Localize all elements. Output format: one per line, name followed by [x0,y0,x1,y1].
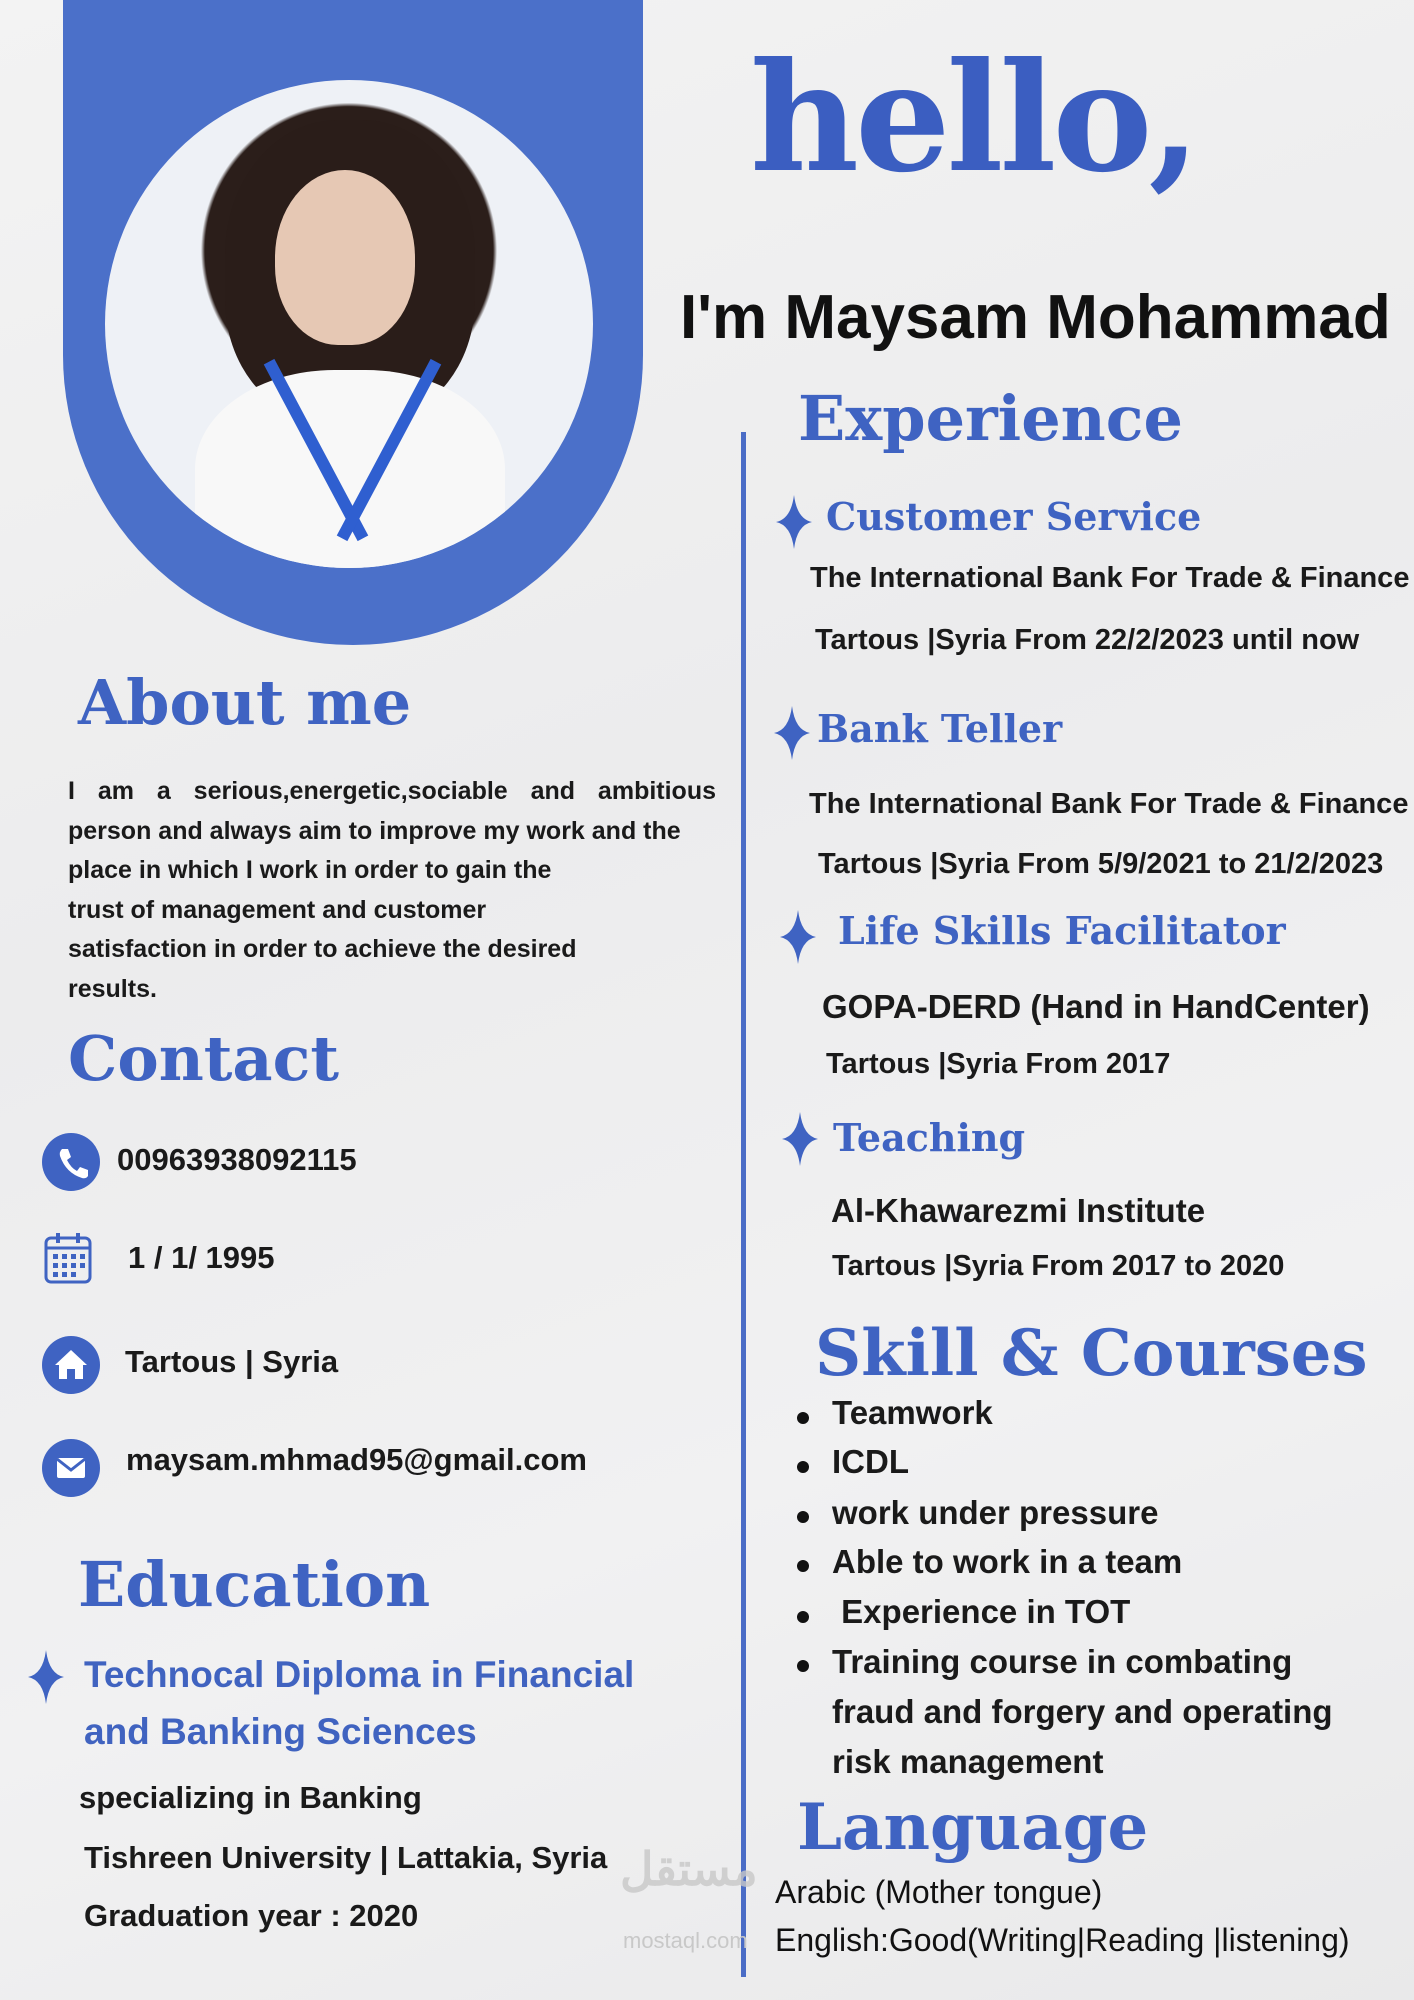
profile-photo [105,80,593,568]
degree-line: and Banking Sciences [84,1711,477,1752]
job-title: Life Skills Facilitator [838,908,1286,953]
job-org: The International Bank For Trade & Finance [809,788,1409,820]
greeting: hello, [750,30,1197,206]
skill-item: Teamwork [832,1394,993,1431]
job-place-date: Tartous |Syria From 5/9/2021 to 21/2/2023 [818,848,1384,880]
job-place-date: Tartous |Syria From 2017 to 2020 [832,1250,1285,1282]
job-title: Bank Teller [817,706,1063,751]
location: Tartous | Syria [125,1344,339,1379]
bullet-icon [797,1560,809,1572]
job-org: GOPA-DERD (Hand in HandCenter) [822,988,1370,1025]
experience-title: Experience [798,382,1183,455]
bullet-icon [797,1461,809,1473]
degree-title [84,1646,684,1760]
skills-title: Skill & Courses [815,1316,1368,1391]
watermark-logo: مستقل [620,1843,758,1895]
star-icon [28,1650,64,1704]
skill-item: risk management [832,1743,1104,1780]
skill-item: Experience in TOT [832,1593,1131,1630]
contact-title: Contact [68,1022,339,1095]
about-line: place in which I work in order to gain the [68,856,552,884]
calendar-icon [44,1232,92,1284]
birthdate: 1 / 1/ 1995 [128,1240,275,1275]
full-name: I'm Maysam Mohammad [680,283,1391,352]
mail-icon [42,1439,100,1497]
star-icon [782,1112,818,1166]
about-line: satisfaction in order to achieve the desired [68,935,577,963]
job-title: Teaching [833,1115,1026,1160]
bullet-icon [797,1611,809,1623]
skill-item: ICDL [832,1443,909,1480]
star-icon [774,706,810,760]
graduation: Graduation year : 2020 [84,1898,419,1933]
about-title: About me [78,666,412,739]
job-title: Customer Service [826,494,1202,539]
skill-item: Able to work in a team [832,1543,1183,1580]
specialization: specializing in Banking [79,1780,422,1815]
university: Tishreen University | Lattakia, Syria [84,1840,608,1875]
education-title: Education [78,1548,431,1621]
bullet-icon [797,1511,809,1523]
about-line: trust of management and customer [68,895,487,924]
about-text [68,772,716,1009]
watermark-site: mostaql.com [623,1928,748,1953]
bullet-icon [797,1660,809,1672]
bullet-icon [797,1412,809,1424]
home-icon [42,1336,100,1394]
skill-item: Training course in combating [832,1643,1293,1680]
language-title: Language [797,1790,1149,1865]
column-divider [741,432,746,1977]
star-icon [776,495,812,549]
about-line: I am a serious,energetic,sociable and ambitious [68,777,716,805]
phone-number: 00963938092115 [117,1142,357,1177]
job-place-date: Tartous |Syria From 22/2/2023 until now [815,624,1360,656]
skill-item: fraud and forgery and operating [832,1693,1333,1730]
job-place-date: Tartous |Syria From 2017 [826,1048,1171,1080]
star-icon [780,910,816,964]
skill-item: work under pressure [832,1494,1159,1531]
about-line: person and always aim to improve my work and the [68,816,681,845]
language-arabic: Arabic (Mother tongue) [775,1874,1103,1910]
email: maysam.mhmad95@gmail.com [126,1442,587,1477]
language-english: English:Good(Writing|Reading |listening) [775,1922,1350,1958]
job-org: Al-Khawarezmi Institute [831,1192,1206,1229]
job-org: The International Bank For Trade & Finance [810,562,1410,594]
degree-line: Technocal Diploma in Financial [84,1654,635,1695]
about-line: results. [68,974,157,1003]
phone-icon [42,1133,100,1191]
